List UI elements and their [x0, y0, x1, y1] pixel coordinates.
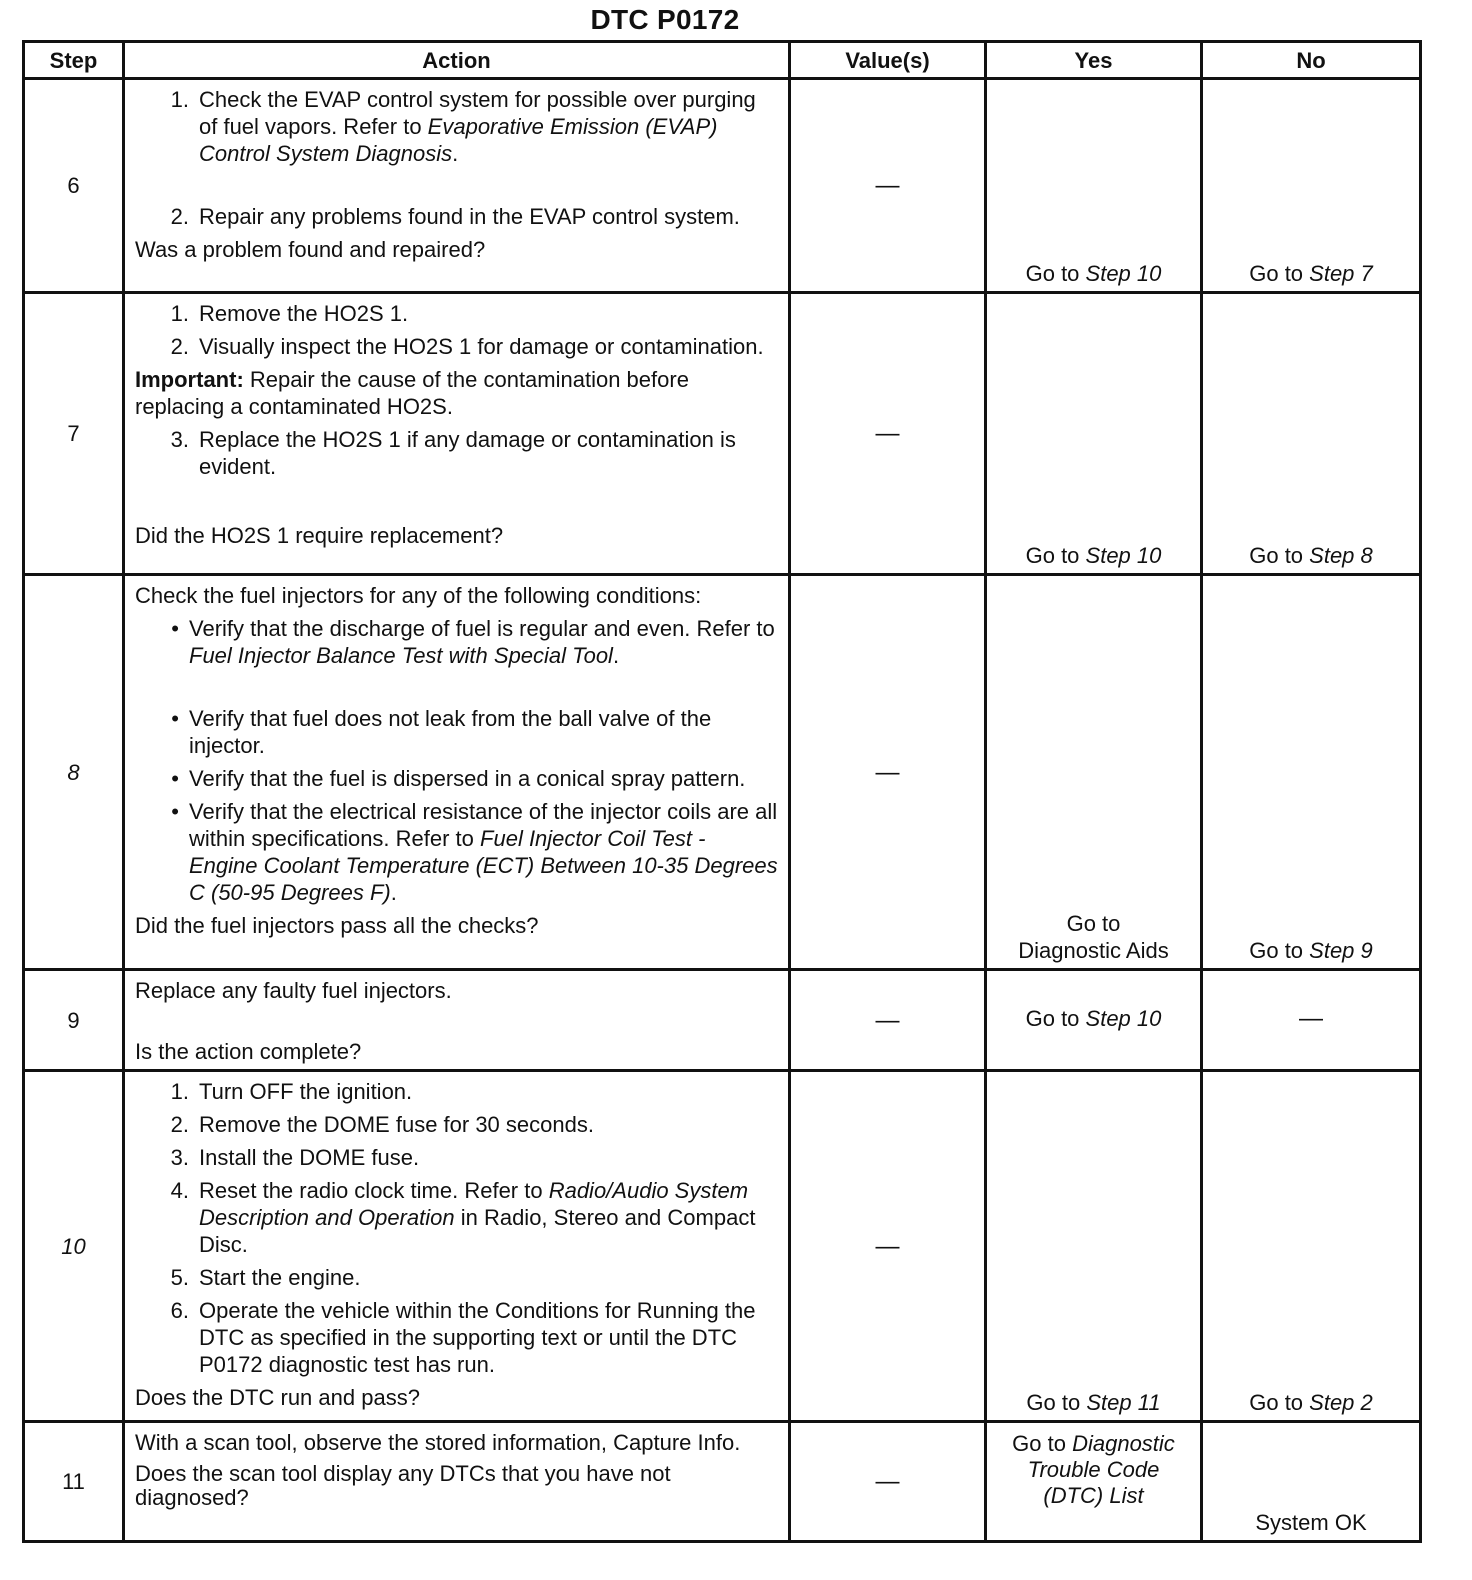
item-text: Install the DOME fuse. [199, 1145, 420, 1170]
bullet: • [171, 766, 179, 791]
reference-link: Radio/Audio System Description and Operation [199, 1178, 749, 1230]
yes-cell: Go to Step 10 [986, 79, 1202, 293]
header-values: Value(s) [790, 42, 986, 79]
list-item [135, 333, 780, 360]
step-number: 11 [24, 1422, 124, 1542]
item-text: Operate the vehicle within the Conditions for Running the DTC as specified in the supporting text or until the DTC P0172 diagnostic test has run. [199, 1298, 756, 1377]
question: Did the fuel injectors pass all the checks? [135, 913, 539, 938]
list-item [135, 426, 780, 480]
bullet: • [171, 706, 179, 731]
yes-cell: Go to Step 10 [986, 970, 1202, 1071]
value-cell: — [790, 575, 986, 970]
item-text: Remove the HO2S 1. [199, 301, 409, 326]
header-row [24, 42, 1421, 79]
list-item [135, 798, 780, 906]
question: Does the scan tool display any DTCs that you have not diagnosed? [135, 1461, 671, 1510]
item-number: 1. [170, 1079, 189, 1104]
item-text: Repair any problems found in the EVAP control system. [199, 204, 740, 229]
bullet: • [171, 799, 179, 824]
yes-cell: Go to Step 10 [986, 293, 1202, 575]
table-row [24, 970, 1421, 1071]
action-cell [124, 1422, 790, 1542]
action-cell [124, 575, 790, 970]
intro-text: Replace any faulty fuel injectors. [135, 978, 452, 1003]
header-no: No [1202, 42, 1421, 79]
list-item [135, 203, 780, 230]
item-number: 2. [170, 1112, 189, 1137]
item-number: 4. [170, 1178, 189, 1203]
item-text: Replace the HO2S 1 if any damage or contamination is evident. [199, 427, 736, 479]
list-item [135, 1144, 780, 1171]
item-number: 6. [170, 1298, 189, 1323]
value-cell: — [790, 1422, 986, 1542]
question: Is the action complete? [135, 1039, 362, 1064]
list-item [135, 1297, 780, 1378]
reference-link: Evaporative Emission (EVAP) Control System Diagnosis [199, 114, 718, 166]
step-number: 6 [24, 79, 124, 293]
action-cell [124, 1071, 790, 1422]
item-text: Check the EVAP control system for possible over purging of fuel vapors. Refer to Evaporative Emission (EVAP) Control System Diagnosis. [199, 87, 756, 166]
item-text: Start the engine. [199, 1265, 361, 1290]
value-cell: — [790, 1071, 986, 1422]
step-number: 7 [24, 293, 124, 575]
header-action: Action [124, 42, 790, 79]
item-number: 2. [170, 204, 189, 229]
step-reference: Step 7 [1309, 261, 1373, 286]
diagnostic-table [22, 40, 1422, 1543]
item-text: Verify that the discharge of fuel is regular and even. Refer to Fuel Injector Balance Test with Special Tool. [189, 616, 775, 668]
item-text: Verify that the electrical resistance of the injector coils are all within specifications. Refer to Fuel Injector Coil Test - Engine Coolant Temperature (ECT) Between 10-35 Degrees C (50-95 Degrees F). [189, 799, 778, 905]
step-reference: Step 2 [1309, 1390, 1373, 1415]
item-number: 1. [170, 301, 189, 326]
step-number: 8 [24, 575, 124, 970]
reference-link: Fuel Injector Balance Test with Special Tool [189, 643, 613, 668]
step-number: 10 [24, 1071, 124, 1422]
item-text: Verify that fuel does not leak from the ball valve of the injector. [189, 706, 712, 758]
yes-cell: Go to Diagnostic Aids [986, 575, 1202, 970]
no-cell: Go to Step 2 [1202, 1071, 1421, 1422]
list-item [135, 86, 780, 167]
list-item [135, 1078, 780, 1105]
intro-text: Check the fuel injectors for any of the following conditions: [135, 583, 702, 608]
item-text: Reset the radio clock time. Refer to Radio/Audio System Description and Operation in Radio, Stereo and Compact Disc. [199, 1178, 756, 1257]
yes-cell: Go to Diagnostic Trouble Code (DTC) List [986, 1422, 1202, 1542]
value-cell: — [790, 293, 986, 575]
step-reference: Diagnostic Trouble Code (DTC) List [1027, 1431, 1175, 1508]
important-note: Important: Repair the cause of the contamination before replacing a contaminated HO2S. [135, 367, 689, 419]
value-cell: — [790, 79, 986, 293]
page-title: DTC P0172 [590, 4, 740, 35]
item-number: 3. [170, 1145, 189, 1170]
header-yes: Yes [986, 42, 1202, 79]
question: Did the HO2S 1 require replacement? [135, 523, 504, 548]
intro-text: With a scan tool, observe the stored information, Capture Info. [135, 1430, 741, 1455]
bullet: • [171, 616, 179, 641]
item-number: 2. [170, 334, 189, 359]
list-item [135, 1177, 780, 1258]
step-reference: Step 10 [1085, 543, 1162, 568]
action-cell [124, 79, 790, 293]
list-item [135, 615, 780, 669]
list-item [135, 765, 780, 792]
no-cell: Go to Step 8 [1202, 293, 1421, 575]
value-cell: — [790, 970, 986, 1071]
no-cell: — [1202, 970, 1421, 1071]
item-text: Remove the DOME fuse for 30 seconds. [199, 1112, 594, 1137]
reference-link: Fuel Injector Coil Test - Engine Coolant Temperature (ECT) Between 10-35 Degrees C (50-95 Degrees F) [189, 826, 778, 905]
item-text: Visually inspect the HO2S 1 for damage or contamination. [199, 334, 764, 359]
item-number: 1. [170, 87, 189, 112]
item-text: Verify that the fuel is dispersed in a conical spray pattern. [189, 766, 746, 791]
table-row [24, 79, 1421, 293]
item-text: Turn OFF the ignition. [199, 1079, 413, 1104]
no-cell: Go to Step 7 [1202, 79, 1421, 293]
list-item [135, 1264, 780, 1291]
list-item [135, 1111, 780, 1138]
no-cell: System OK [1202, 1422, 1421, 1542]
yes-cell: Go to Step 11 [986, 1071, 1202, 1422]
question: Was a problem found and repaired? [135, 237, 486, 262]
step-number: 9 [24, 970, 124, 1071]
step-reference: Step 8 [1309, 543, 1373, 568]
item-number: 5. [170, 1265, 189, 1290]
action-cell [124, 970, 790, 1071]
table-row [24, 575, 1421, 970]
question: Does the DTC run and pass? [135, 1385, 420, 1410]
step-reference: Step 9 [1309, 938, 1373, 963]
step-reference: Step 11 [1086, 1390, 1161, 1415]
table-row [24, 1071, 1421, 1422]
table-row [24, 1422, 1421, 1542]
list-item [135, 300, 780, 327]
item-number: 3. [170, 427, 189, 452]
step-reference: Step 10 [1085, 1005, 1162, 1031]
action-cell [124, 293, 790, 575]
list-item [135, 705, 780, 759]
step-reference: Step 10 [1085, 261, 1162, 286]
header-step: Step [24, 42, 124, 79]
no-cell: Go to Step 9 [1202, 575, 1421, 970]
table-row [24, 293, 1421, 575]
